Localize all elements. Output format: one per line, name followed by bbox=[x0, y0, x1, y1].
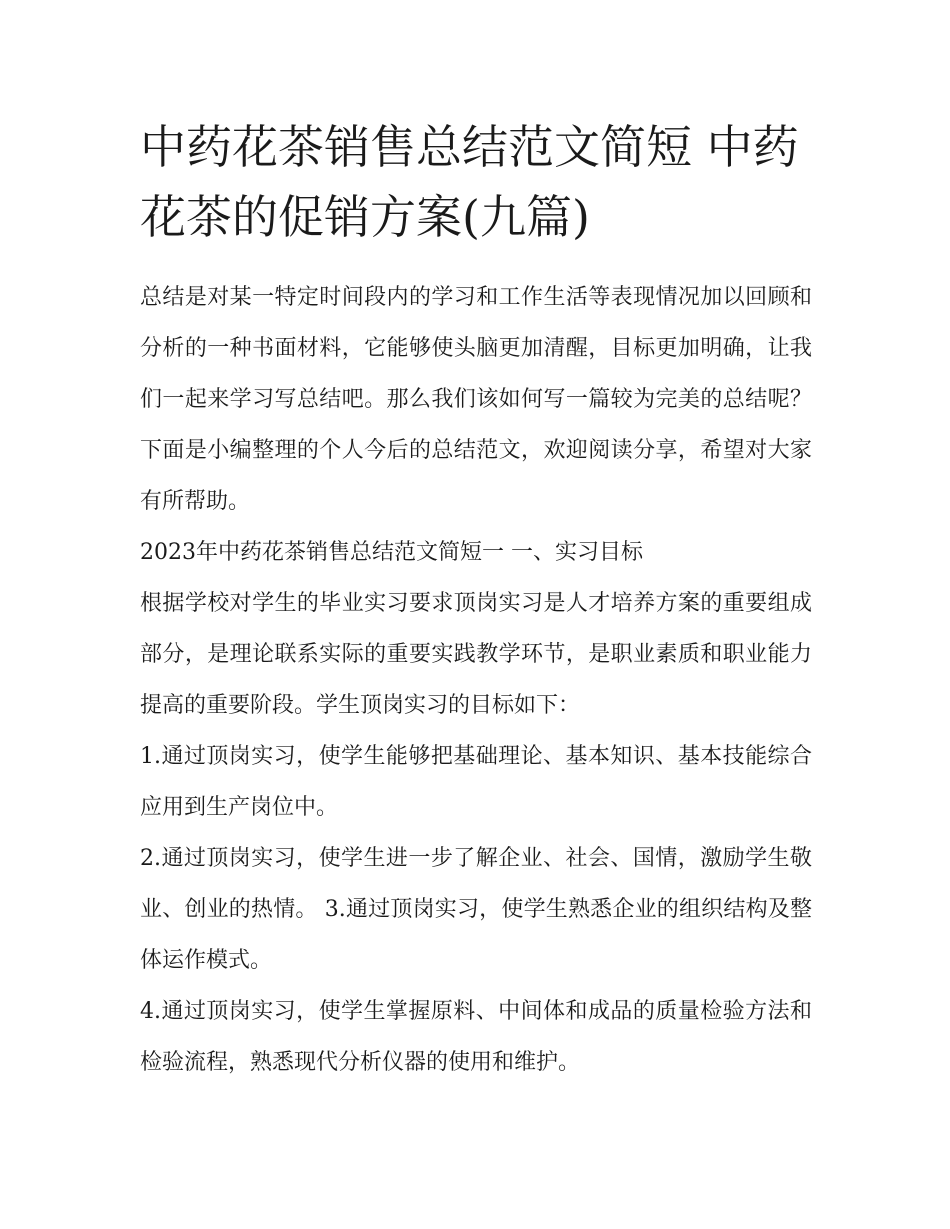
intro-paragraph: 总结是对某一特定时间段内的学习和工作生活等表现情况加以回顾和分析的一种书面材料，它能够使头脑更加清醒，目标更加明确，让我们一起来学习写总结吧。那么我们该如何写一篇较为完美的总结呢？下面是小编整理的个人今后的总结范文，欢迎阅读分享，希望对大家有所帮助。 bbox=[140, 285, 812, 514]
body-paragraph: 根据学校对学生的毕业实习要求顶岗实习是人才培养方案的重要组成部分，是理论联系实际的重要实践教学环节，是职业素质和职业能力提高的重要阶段。学生顶岗实习的目标如下： bbox=[140, 591, 812, 718]
list-item-2-3: 2.通过顶岗实习，使学生进一步了解企业、社会、国情，激励学生敬业、创业的热情。 3.通过顶岗实习，使学生熟悉企业的组织结构及整体运作模式。 bbox=[140, 846, 812, 973]
list-item-4: 4.通过顶岗实习，使学生掌握原料、中间体和成品的质量检验方法和检验流程，熟悉现代分析仪器的使用和维护。 bbox=[140, 999, 812, 1075]
list-item-1: 1.通过顶岗实习，使学生能够把基础理论、基本知识、基本技能综合应用到生产岗位中。 bbox=[140, 744, 812, 820]
document-page bbox=[140, 112, 812, 1088]
section-heading: 2023年中药花茶销售总结范文简短一 一、实习目标 bbox=[140, 540, 643, 565]
document-title: 中药花茶销售总结范文简短 中药花茶的促销方案(九篇) bbox=[140, 120, 799, 244]
